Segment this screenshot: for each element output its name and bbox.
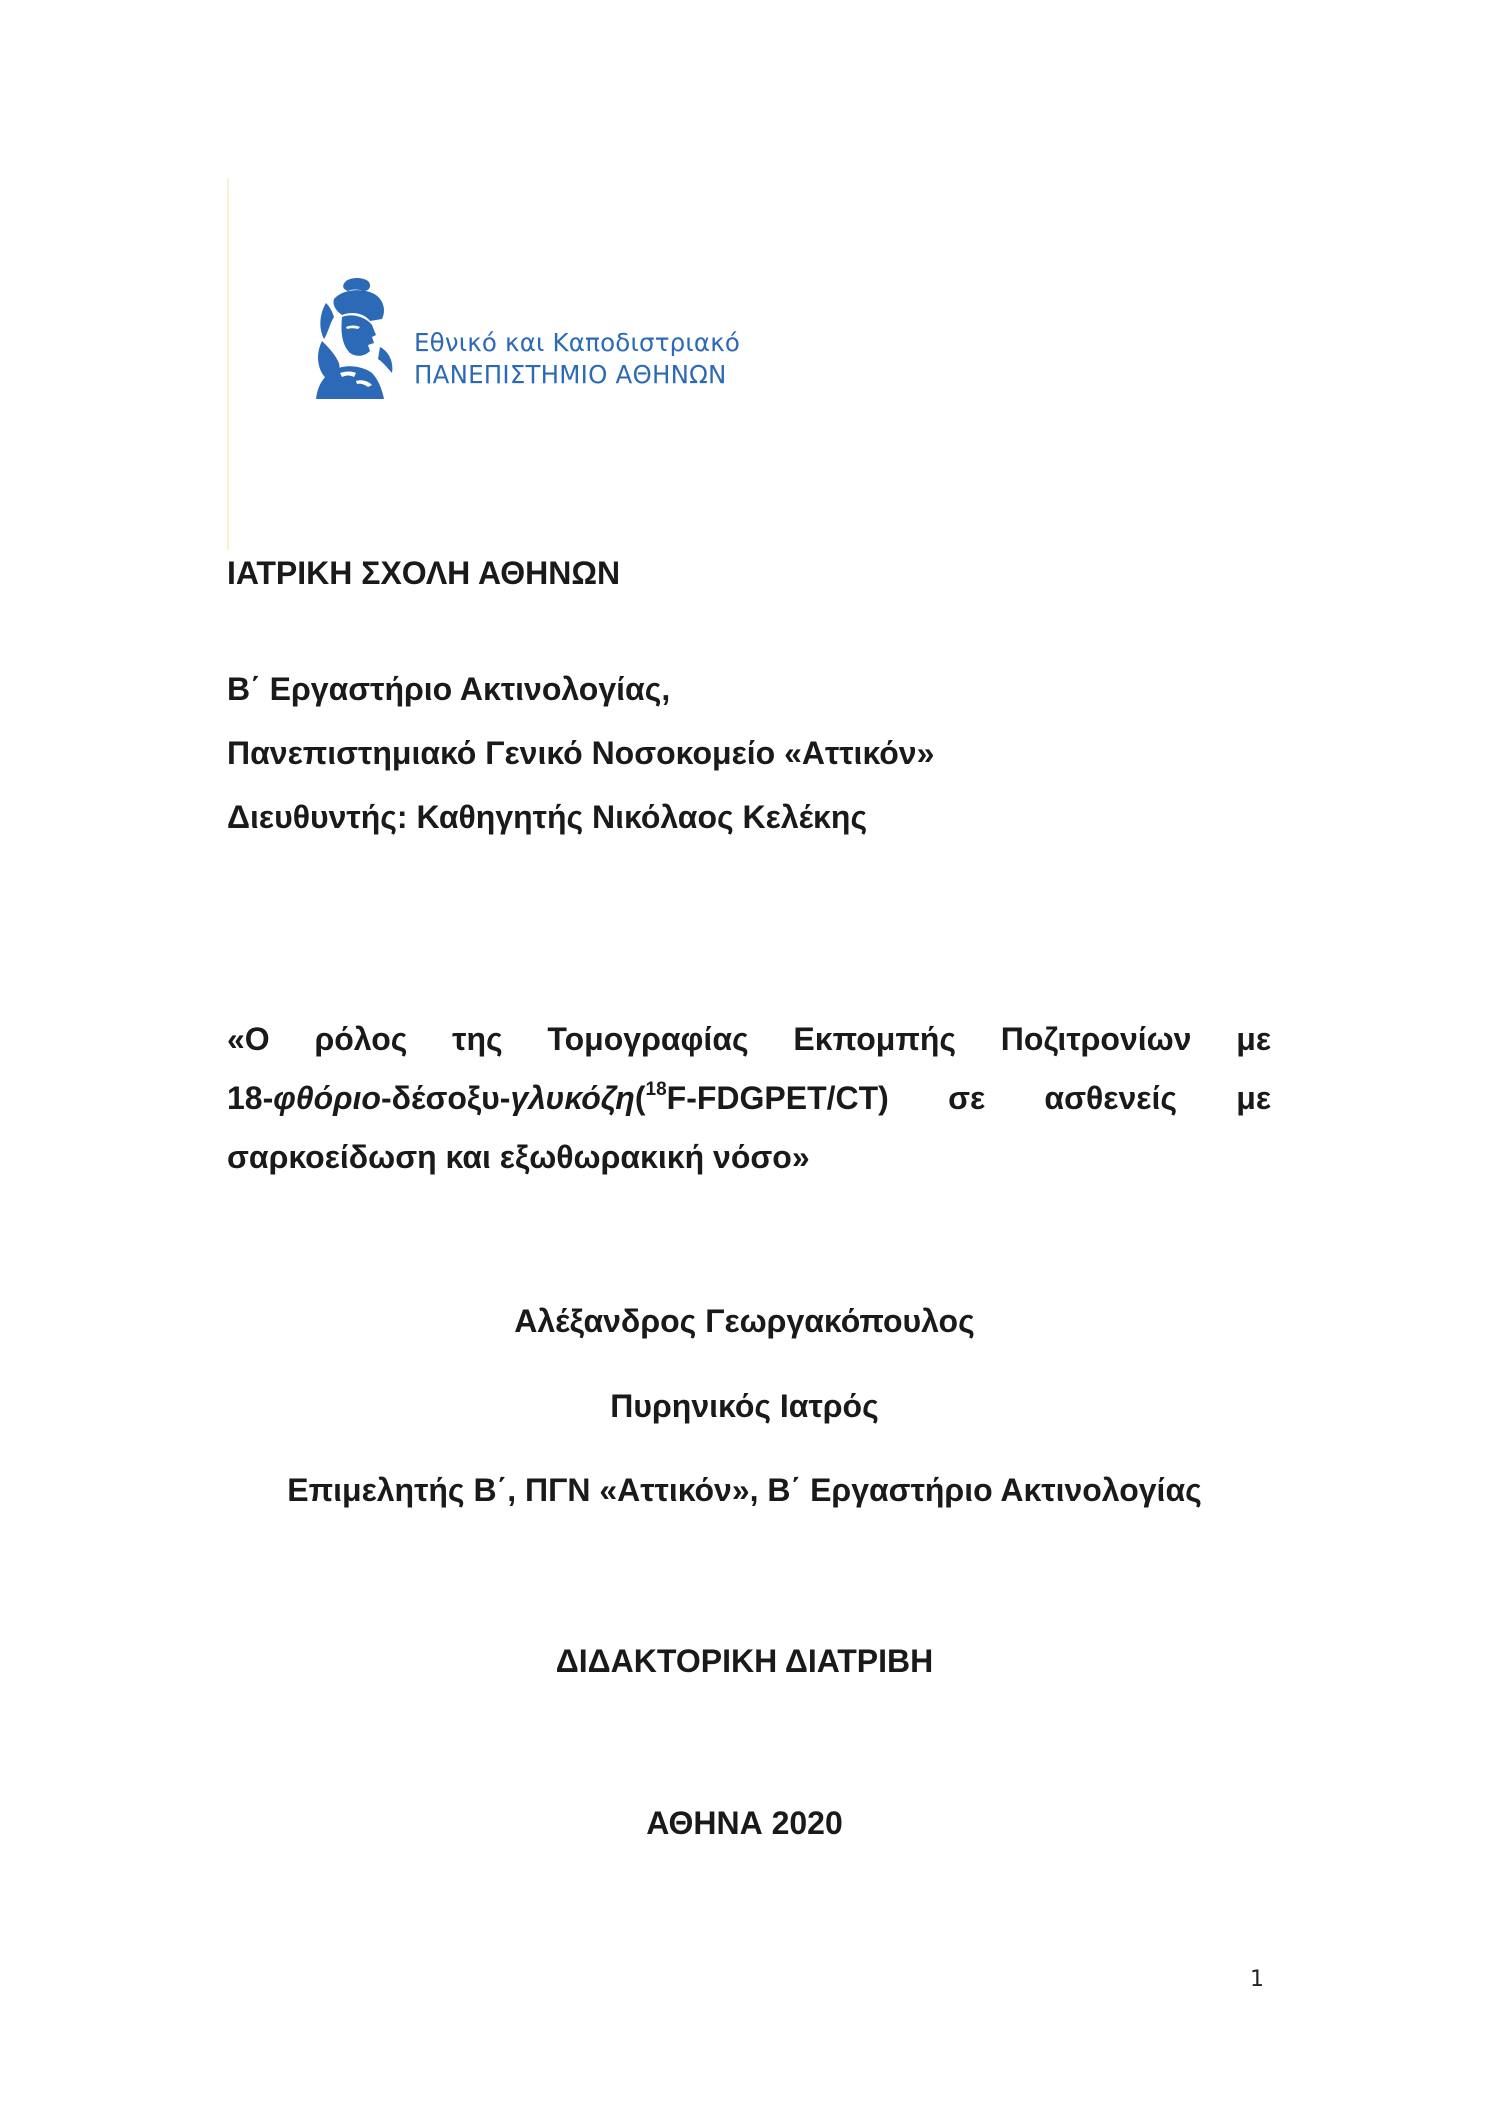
title-line-3: σαρκοείδωση και εξωθωρακική νόσο»	[227, 1139, 810, 1175]
author-position: Επιμελητής Β΄, ΠΓΝ «Αττικόν», Β΄ Εργαστήριο Ακτινολογίας	[287, 1472, 1202, 1508]
title-italic-glucose: γλυκόζη	[510, 1080, 635, 1116]
author-name: Αλέξανδρος Γεωργακόπουλος	[514, 1303, 975, 1339]
document-type: ΔΙΔΑΚΤΟΡΙΚΗ ΔΙΑΤΡΙΒΗ	[555, 1643, 934, 1679]
title-prefix: 18-	[227, 1080, 274, 1116]
margin-line	[227, 178, 229, 550]
logo-wordmark	[414, 327, 740, 391]
title-line-1: «Ο ρόλος της Τομογραφίας Εκπομπής Ποζιτρονίων με	[227, 1021, 1271, 1057]
logo-line-1: Εθνικό και Καποδιστριακό	[414, 328, 741, 357]
thesis-title	[227, 1010, 1271, 1187]
school-name: ΙΑΤΡΙΚΗ ΣΧΟΛΗ ΑΘΗΝΩΝ	[227, 555, 621, 591]
logo-line-2: ΠΑΝΕΠΙΣΤΗΜΙΟ ΑΘΗΝΩΝ	[414, 360, 727, 389]
department-line-1: Β΄ Εργαστήριο Ακτινολογίας,	[227, 671, 671, 707]
title-mid: -δέσοξυ-	[380, 1080, 511, 1116]
place-year: ΑΘΗΝΑ 2020	[646, 1805, 843, 1841]
athena-head-icon	[312, 277, 402, 399]
title-line-2	[227, 1069, 1271, 1128]
university-logo	[312, 277, 742, 402]
title-paren: (	[634, 1080, 646, 1116]
department-line-2: Πανεπιστημιακό Γενικό Νοσοκομείο «Αττικόν»	[227, 735, 935, 771]
title-italic-fluoro: φθόριο	[273, 1080, 381, 1116]
page-number: 1	[1250, 1967, 1264, 1992]
title-rest: F-FDGPET/CT) σε ασθενείς με	[666, 1080, 1271, 1116]
author-role: Πυρηνικός Ιατρός	[610, 1388, 879, 1424]
title-superscript: 18	[645, 1079, 667, 1100]
department-line-3: Διευθυντής: Καθηγητής Νικόλαος Κελέκης	[227, 799, 868, 835]
